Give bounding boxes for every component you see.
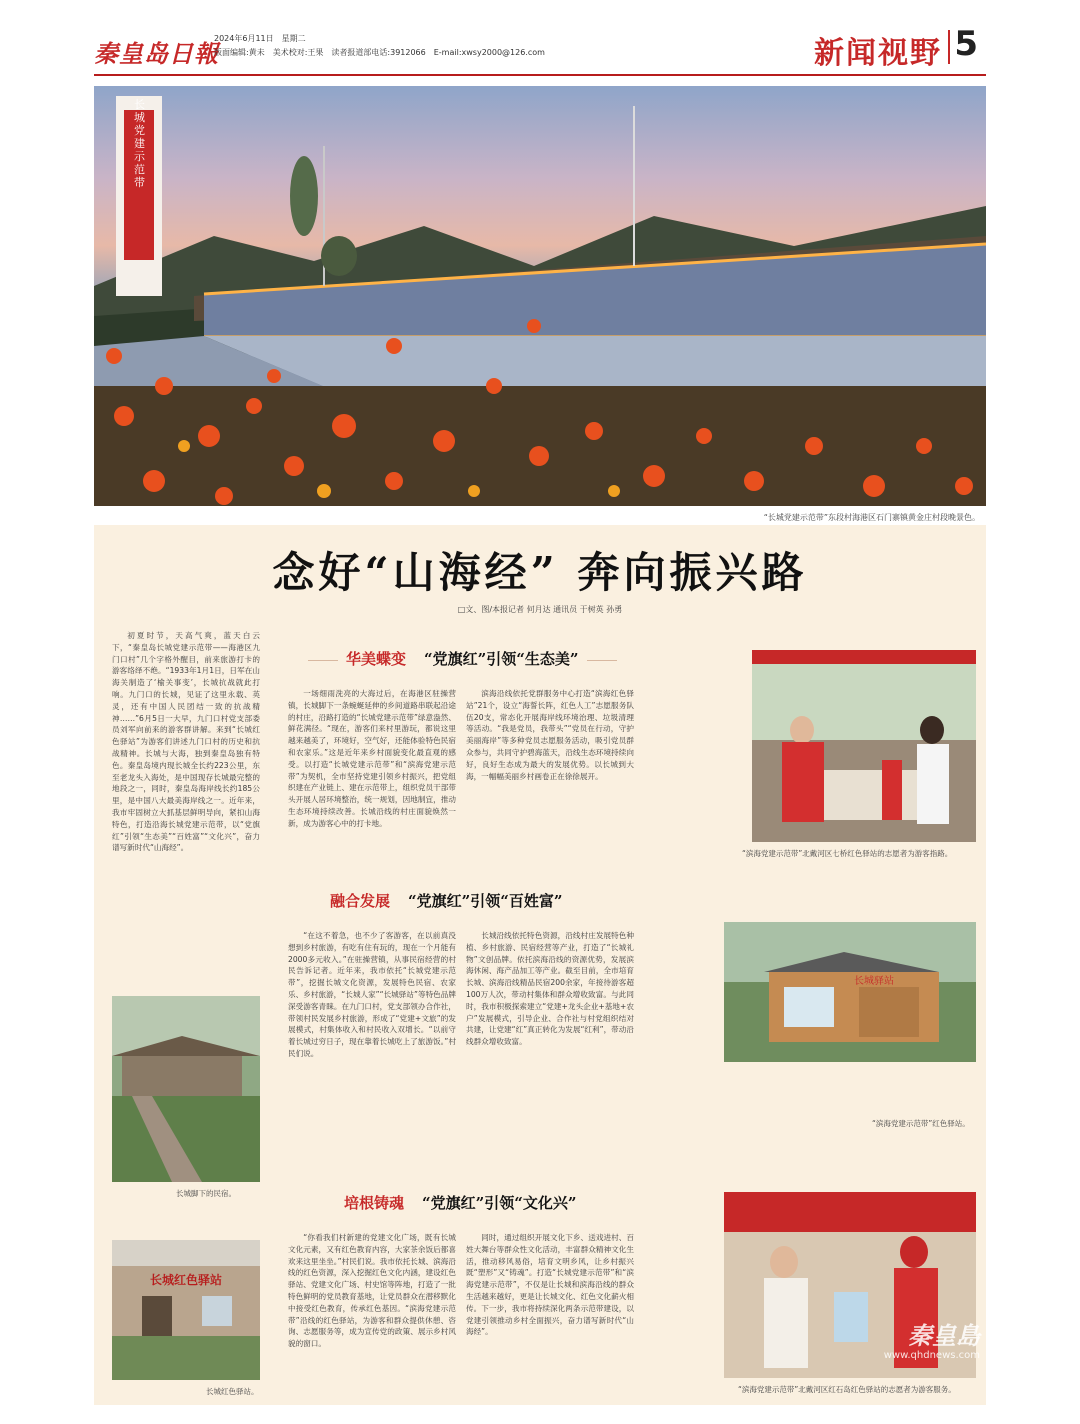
building-sign: 长城红色驿站 (149, 1273, 223, 1287)
masthead-meta (214, 32, 553, 60)
section3-text-a: “你看我们村新建的党建文化广场，既有长城文化元素，又有红色教育内容，大家茶余饭后都喜欢来这里坐坐。”村民们说。我市依托长城、滨海沿线的红色资源，深入挖掘红色文化内涵，建设红色驿站、党建文化广场、村史馆等阵地，打造了一批特色鲜明的党员教育基地，让党员群众在潜移默化中接受红色教育，传承红色基因。“滨海党建示范带”沿线的红色驿站，为游客和群众提供休憩、咨询、志愿服务等，成为宣传党的政策、展示乡村风貌的窗口。 (288, 1233, 456, 1349)
proof-credit: 美术校对:王果 (272, 48, 324, 57)
hotline: 读者报道部电话:3912066 (331, 48, 426, 57)
section-subtitle-3: “党旗红”引领“文化兴” (422, 1194, 577, 1212)
section3-column-a (288, 1232, 456, 1400)
intro-text: 初夏时节，天高气爽，蓝天白云下，“秦皇岛长城党建示范带——海港区九门口村”几个字格外醒目，前来旅游打卡的游客络绎不绝。“1933年1月1日，日军在山海关制造了‘榆关事变’，长城抗战就此打响。九门口的长城，见证了这里永载、英灵，还有中国人民团结一致的抗战精神……”6月5日一大早，九门口村党支部委员刘军向前来的游客群讲解。来到“长城红色驿站”为游客们讲述九门口村的历史和抗战精神。长城与大海，独到秦皇岛独有特色。秦皇岛境内现长城全长约223公里，东至老龙头入海处，是中国现存长城最完整的地段之一，同时，秦皇岛海岸线长约185公里，是中国八大最美海岸线之一。近年来，我市牢固树立大抓基层鲜明导向，紧扣山海特色，打造沿海长城党建示范带，以“党旗红”引领“生态美”“百姓富”“文化兴”，奋力谱写新时代“山海经”。 (112, 631, 260, 853)
watermark-logo: 秦皇島 (908, 1321, 980, 1350)
section1-column-a (288, 688, 456, 878)
section-heading-3 (344, 1192, 577, 1220)
hero-scene (94, 86, 986, 506)
hero-caption: “长城党建示范带”东段村海港区石门寨镇黄金庄村段晚景色。 (763, 513, 980, 522)
village-photo (112, 996, 260, 1182)
cottage-caption: “滨海党建示范带”红色驿站。 (872, 1119, 970, 1128)
section-kicker-3: 培根铸魂 (344, 1194, 405, 1212)
masthead (94, 22, 986, 76)
contact-email: E-mail:xwsy2000@126.com (433, 48, 545, 57)
volunteers-photo (752, 650, 976, 842)
section-divider (948, 30, 950, 64)
section1-text-b: 滨海沿线依托党群服务中心打造“滨海红色驿站”21个，设立“海誓长阵，红色人工”志愿服务队伍20支，常态化开展海岸线环境治理、垃圾清理等活动。“我是党员，我带头”“党员在行动，守护美丽海岸”等多种党员志愿服务活动，吸引党员群众参与，共同守护碧海蓝天，沿线生态环境持续向好，良好生态成为最大的发展优势。以长城到大海，一幅幅美丽乡村画卷正在徐徐展开。 (466, 689, 634, 781)
issue-date: 2024年6月11日 (214, 34, 274, 43)
heading-ornament (587, 660, 617, 661)
issue-weekday: 星期二 (281, 34, 306, 43)
headline: 念好“山海经” 奔向振兴路 (272, 548, 808, 597)
cottage-photo (724, 922, 976, 1062)
section2-column-b (466, 930, 634, 1162)
intro-column (112, 630, 260, 980)
volunteers-caption: “滨海党建示范带”北戴河区七桥红色驿站的志愿者为游客指路。 (742, 849, 953, 858)
byline: □文、图/本报记者 何月达 通讯员 于树英 孙勇 (457, 605, 623, 614)
hero-sign-text: 长城党建示范带 (132, 98, 146, 190)
village-caption: 长城脚下的民宿。 (176, 1189, 236, 1198)
section2-text-a: “在这不着急，也不少了客游客，在以前真没想到乡村旅游，有吃有住有玩的，现在一个月能有2000多元收入。”在驻操营镇，从事民宿经营的村民告诉记者。近年来，我市依托“长城党建示范带”，挖掘长城文化资源，发展特色民宿、农家乐、乡村旅游，“长城人家”“长城驿站”等特色品牌深受游客青睐。在九门口村，党支部领办合作社，带领村民发展乡村旅游，形成了“党建+文旅”的发展模式，村集体收入和村民收入双增长。“以前守着长城过穷日子，现在靠着长城吃上了旅游饭。”村民们说。 (288, 931, 456, 1058)
section-subtitle-2: “党旗红”引领“百姓富” (408, 892, 563, 910)
section1-text-a: 一场细雨洗亮的大海过后，在海港区驻操营镇，长城脚下一条蜿蜒延伸的乡间道路串联起沿途的村庄，沿路打造的“长城党建示范带”绿意盎然、鲜花满径。“现在，游客们来村里游玩，都说这里越来越美了，环境好，空气好，还能体验特色民宿和农家乐。”这是近年来乡村面貌变化最直观的感受。以打造“长城党建示范带”和“滨海党建示范带”为契机，全市坚持党建引领乡村振兴，把党组织建在产业链上、建在示范带上，组织党员干部带头开展人居环境整治，统一规划，因地制宜，推动生态环境持续改善。长城沿线的村庄面貌焕然一新，成为游客心中的打卡地。 (288, 689, 456, 828)
paper-name: 秦皇岛日報 (94, 39, 219, 68)
section2-column-a (288, 930, 456, 1162)
heading-ornament (308, 660, 338, 661)
editor-credit: 版面编辑:黄未 (214, 48, 265, 57)
water-station-caption: “滨海党建示范带”北戴河区红石岛红色驿站的志愿者为游客服务。 (738, 1385, 956, 1394)
cottage-sign: 长城驿站 (854, 976, 894, 987)
section2-text-b: 长城沿线依托特色资源，沿线村庄发展特色种植、乡村旅游、民宿经营等产业，打造了“长城礼物”文创品牌。依托滨海沿线的资源优势，发展滨海休闲、海产品加工等产业。截至目前，全市培育长城、滨海沿线精品民宿200余家，年接待游客超100万人次，带动村集体和群众增收致富。与此同时，我市积极探索建立“党建+龙头企业+基地+农户”发展模式，引导企业、合作社与村党组织结对共建，让党建“红”真正转化为发展“红利”，带动沿线群众增收致富。 (466, 931, 634, 1047)
section1-column-b (466, 688, 634, 878)
section-subtitle-1: “党旗红”引领“生态美” (424, 650, 579, 668)
section-kicker-2: 融合发展 (330, 892, 391, 910)
section-heading-2 (330, 890, 563, 918)
section3-text-b: 同时，通过组织开展文化下乡、送戏进村、百姓大舞台等群众性文化活动，丰富群众精神文化生活，推动移风易俗，培育文明乡风，让乡村振兴既“塑形”又“铸魂”。打造“长城党建示范带”和“滨海党建示范带”，不仅是让长城和滨海沿线的群众生活越来越好，更是让长城文化、红色文化薪火相传。下一步，我市将持续深化两条示范带建设，以党建引领推动乡村全面振兴，奋力谱写新时代“山海经”。 (466, 1233, 634, 1337)
section-heading-1 (300, 648, 625, 676)
section-title: 新闻视野 (814, 36, 942, 71)
section3-column-b (466, 1232, 634, 1400)
hero-photo (94, 86, 986, 506)
page-number: 5 (954, 24, 978, 64)
watermark-url: www.qhdnews.com (883, 1350, 980, 1361)
building-photo (112, 1240, 260, 1380)
building-caption: 长城红色驿站。 (206, 1387, 259, 1396)
section-kicker-1: 华美蝶变 (346, 650, 407, 668)
